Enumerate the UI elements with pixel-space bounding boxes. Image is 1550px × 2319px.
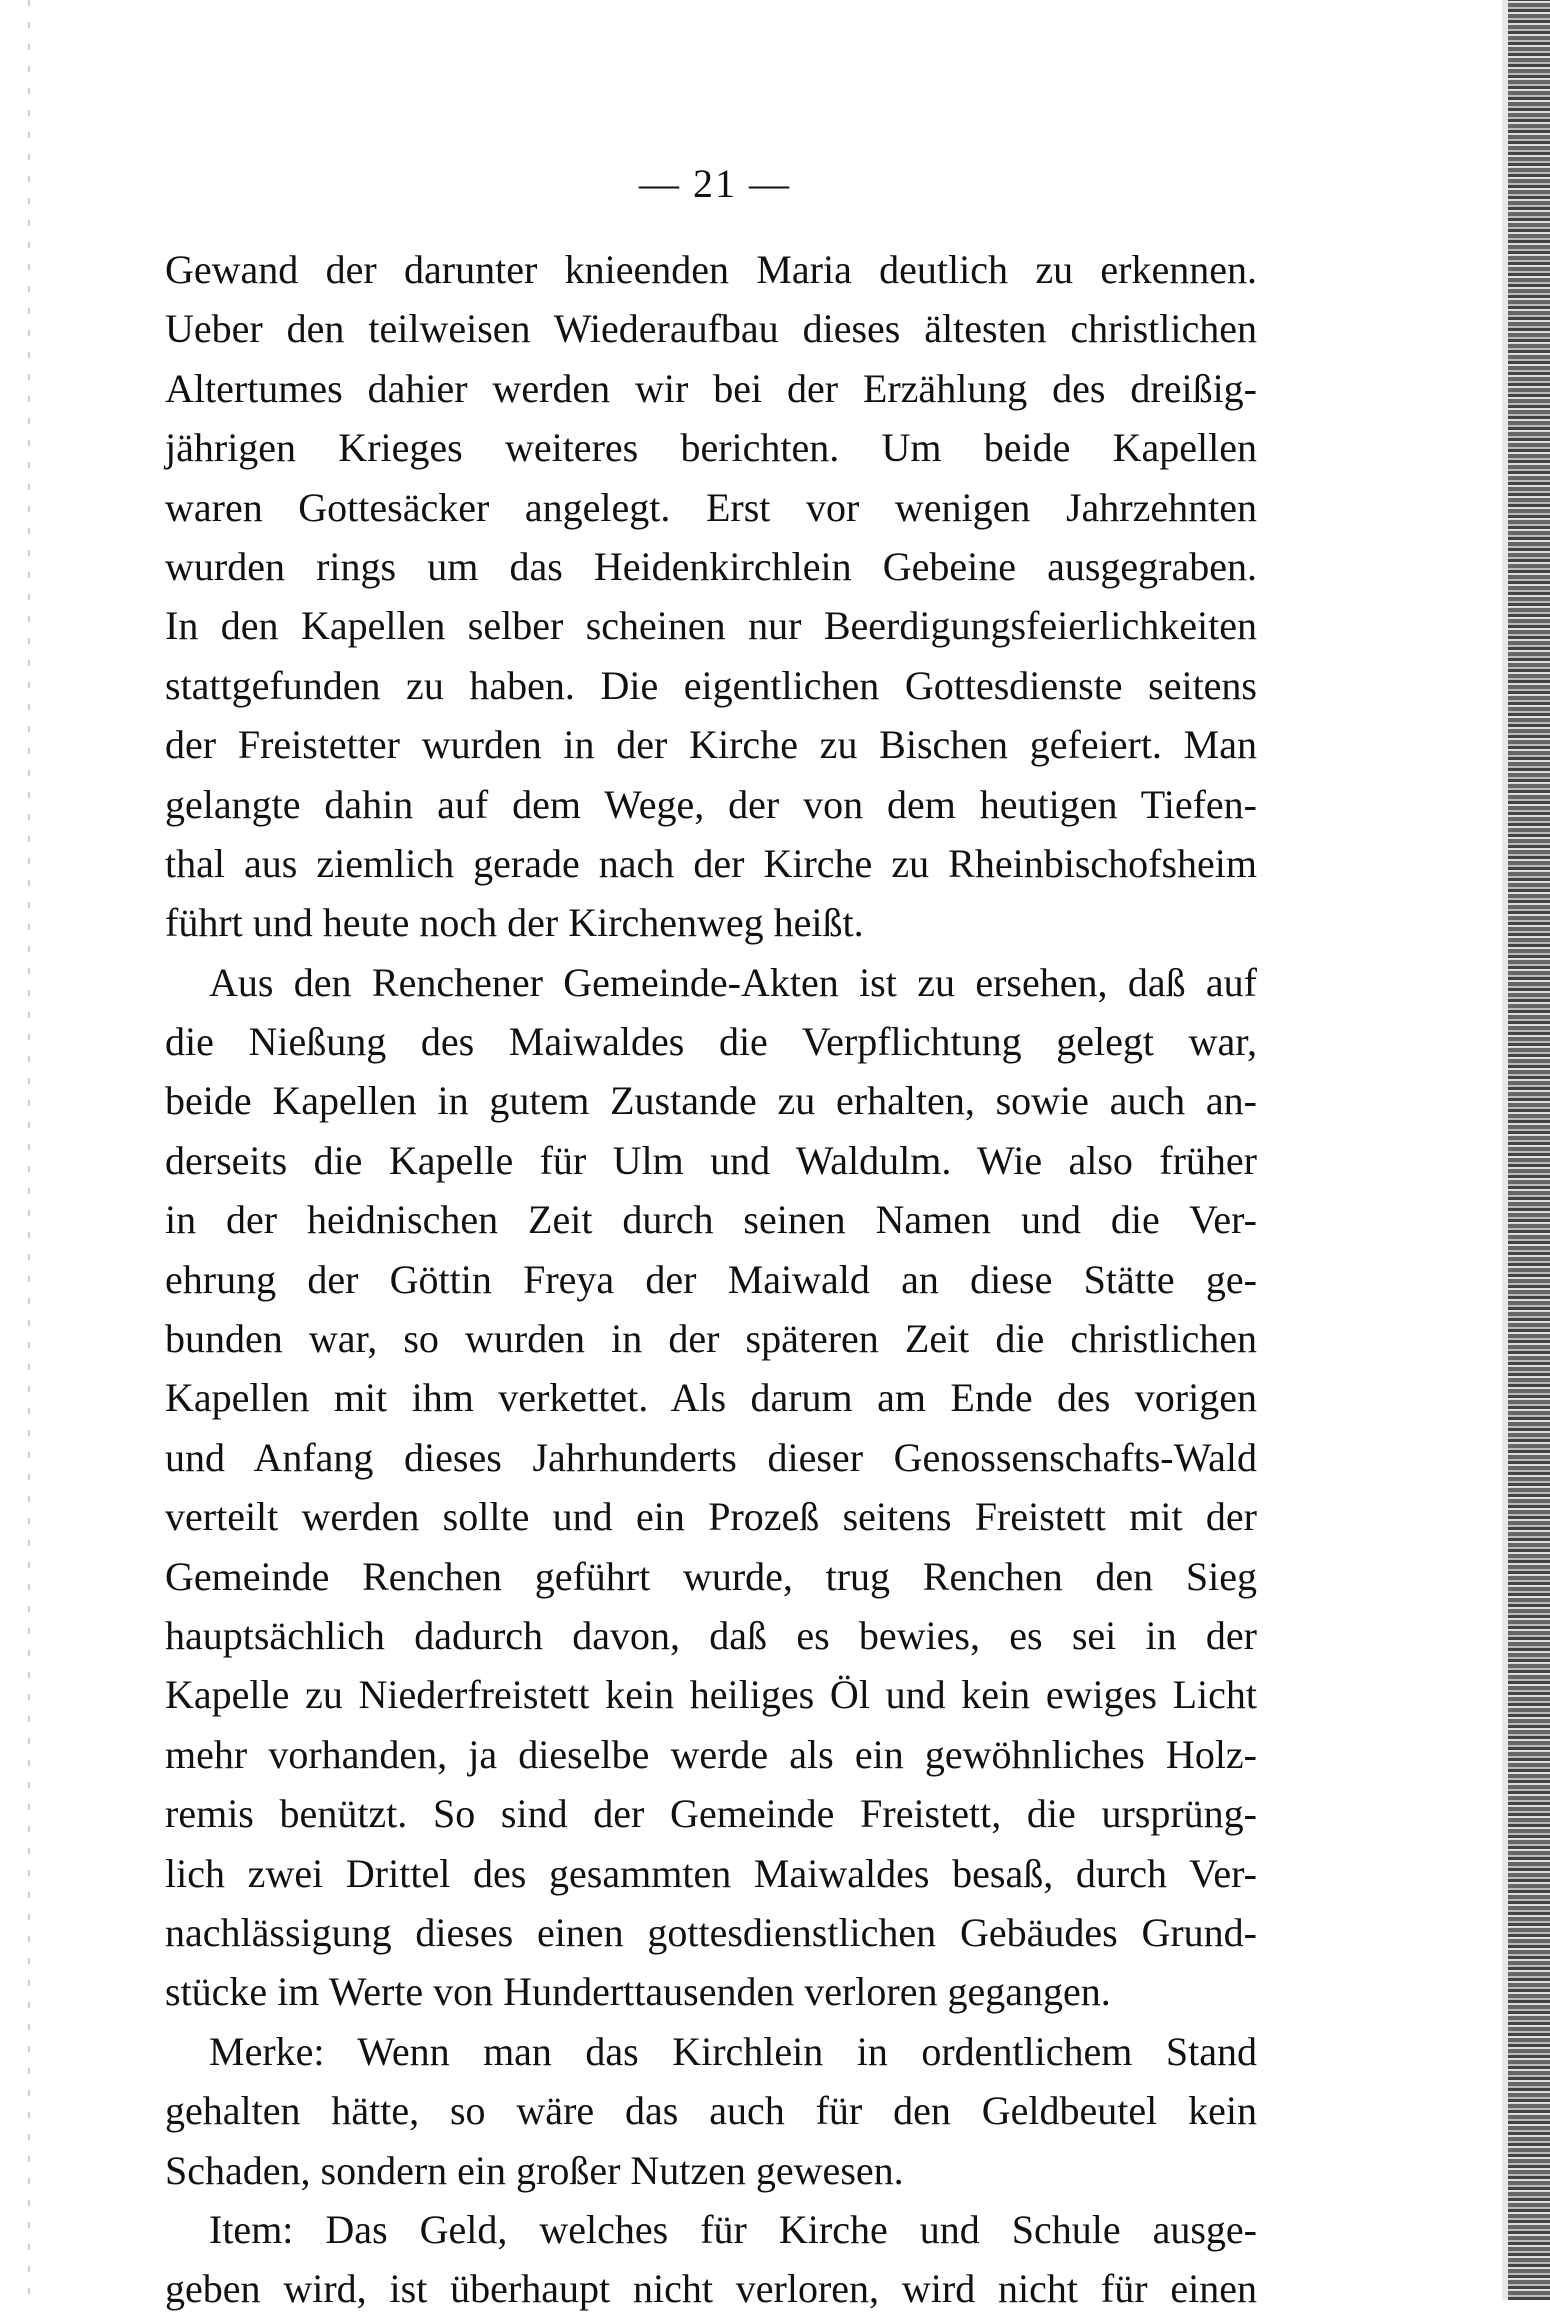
text-line: stattgefunden zu haben. Die eigentlichen Gottesdienste seitens — [165, 662, 1257, 708]
text-line: und Anfang dieses Jahrhunderts dieser Genossenschafts-Wald — [165, 1434, 1257, 1480]
text-line: Gewand der darunter knieenden Maria deutlich zu erkennen. — [165, 247, 1257, 292]
text-line: Schaden, sondern ein großer Nutzen gewesen. — [165, 2147, 904, 2193]
text-line: hauptsächlich dadurch davon, daß es bewies, es sei in der — [165, 1612, 1257, 1658]
text-line: verteilt werden sollte und ein Prozeß seitens Freistett mit der — [165, 1494, 1257, 1540]
text-line: Aus den Renchener Gemeinde-Akten ist zu ersehen, daß auf — [209, 959, 1257, 1005]
text-line: gehalten hätte, so wäre das auch für den Geldbeutel kein — [165, 2088, 1257, 2134]
text-line: nachlässigung dieses einen gottesdienstlichen Gebäudes Grund- — [165, 1909, 1257, 1955]
text-line: jährigen Krieges weiteres berichten. Um beide Kapellen — [165, 425, 1257, 471]
text-line: geben wird, ist überhaupt nicht verloren, wird nicht für einen — [165, 2266, 1257, 2312]
text-line: führt und heute noch der Kirchenweg heißt. — [165, 900, 864, 946]
text-line: waren Gottesäcker angelegt. Erst vor wenigen Jahrzehnten — [165, 484, 1257, 530]
text-line: stücke im Werte von Hunderttausenden verloren gegangen. — [165, 1969, 1111, 2015]
text-line: mehr vorhanden, ja dieselbe werde als ein gewöhnliches Holz- — [165, 1731, 1257, 1777]
text-line: bunden war, so wurden in der späteren Zeit die christlichen — [165, 1316, 1257, 1362]
body-text — [165, 240, 1257, 2319]
text-line: thal aus ziemlich gerade nach der Kirche zu Rheinbischofsheim — [165, 840, 1257, 886]
text-line: In den Kapellen selber scheinen nur Beerdigungsfeierlichkeiten — [165, 603, 1257, 649]
text-line: derseits die Kapelle für Ulm und Waldulm. Wie also früher — [165, 1137, 1257, 1183]
text-line: Kapellen mit ihm verkettet. Als darum am Ende des vorigen — [165, 1375, 1257, 1421]
book-spine-edge — [1508, 0, 1550, 2300]
text-line: beide Kapellen in gutem Zustande zu erhalten, sowie auch an- — [165, 1078, 1257, 1124]
text-line: Gemeinde Renchen geführt wurde, trug Renchen den Sieg — [165, 1553, 1257, 1599]
text-line: Altertumes dahier werden wir bei der Erzählung des dreißig- — [165, 365, 1257, 411]
text-line: Merke: Wenn man das Kirchlein in ordentlichem Stand — [209, 2028, 1257, 2074]
page-number: — 21 — — [639, 161, 791, 206]
text-line: wurden rings um das Heidenkirchlein Gebeine ausgegraben. — [165, 543, 1257, 589]
text-line: gelangte dahin auf dem Wege, der von dem heutigen Tiefen- — [165, 781, 1257, 827]
text-line: Ueber den teilweisen Wiederaufbau dieses ältesten christlichen — [165, 306, 1257, 352]
text-line: in der heidnischen Zeit durch seinen Namen und die Ver- — [165, 1197, 1257, 1243]
text-line: lich zwei Drittel des gesammten Maiwaldes besaß, durch Ver- — [165, 1850, 1257, 1896]
text-line: die Nießung des Maiwaldes die Verpflichtung gelegt war, — [165, 1019, 1257, 1065]
text-line: Kapelle zu Niederfreistett kein heiliges Öl und kein ewiges Licht — [165, 1672, 1257, 1718]
text-line: remis benützt. So sind der Gemeinde Freistett, die ursprüng- — [165, 1791, 1257, 1837]
text-line: Item: Das Geld, welches für Kirche und Schule ausge- — [209, 2206, 1257, 2252]
text-line: der Freistetter wurden in der Kirche zu Bischen gefeiert. Man — [165, 722, 1257, 768]
scan-left-edge — [28, 0, 30, 2300]
text-line: ehrung der Göttin Freya der Maiwald an diese Stätte ge- — [165, 1256, 1257, 1302]
